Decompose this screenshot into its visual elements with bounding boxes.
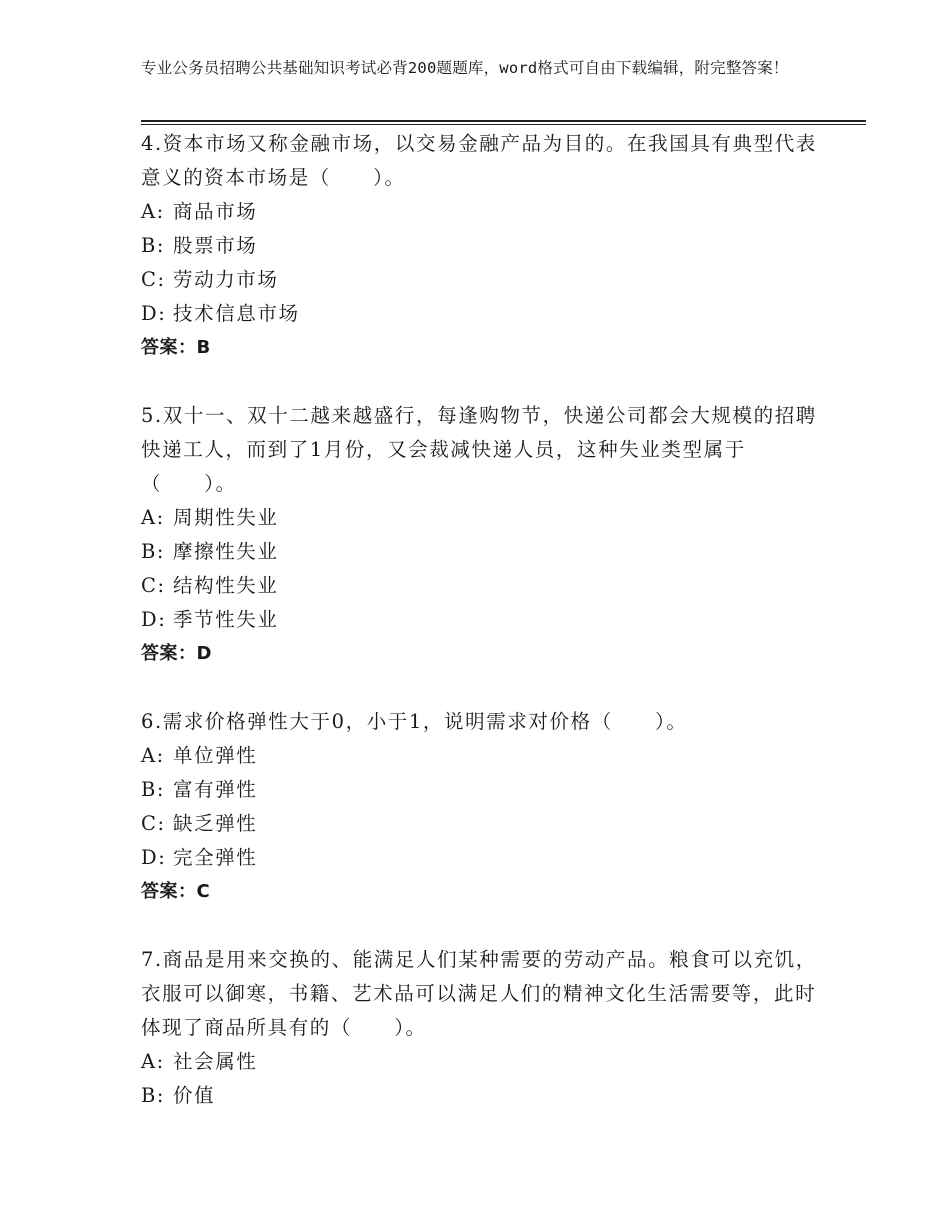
option-c (141, 569, 821, 603)
question-7 (141, 943, 821, 1113)
option-letter: B: (141, 778, 166, 801)
question-stem: 4.资本市场又称金融市场，以交易金融产品为目的。在我国具有典型代表意义的资本市场是（ ）。 (141, 132, 817, 189)
option-text: 摩擦性失业 (173, 540, 279, 563)
question-6 (141, 705, 821, 909)
option-d (141, 297, 821, 331)
option-b (141, 1079, 821, 1113)
option-letter: C: (141, 268, 166, 291)
option-text: 社会属性 (173, 1050, 258, 1073)
option-letter: B: (141, 540, 166, 563)
option-a (141, 1045, 821, 1079)
option-letter: A: (141, 506, 165, 529)
option-letter: B: (141, 1084, 166, 1107)
option-a (141, 195, 821, 229)
question-stem: 7.商品是用来交换的、能满足人们某种需要的劳动产品。粮食可以充饥，衣服可以御寒，书籍、艺术品可以满足人们的精神文化生活需要等，此时体现了商品所具有的（ ）。 (141, 948, 817, 1039)
question-5 (141, 399, 821, 671)
option-text: 价值 (173, 1084, 216, 1107)
option-c (141, 263, 821, 297)
option-text: 完全弹性 (173, 846, 258, 869)
option-letter: D: (141, 302, 167, 325)
option-b (141, 535, 821, 569)
option-d (141, 841, 821, 875)
option-letter: B: (141, 234, 166, 257)
option-text: 技术信息市场 (173, 302, 300, 325)
option-b (141, 229, 821, 263)
answer-key: 答案：D (141, 643, 212, 664)
option-b (141, 773, 821, 807)
header-divider (141, 120, 866, 125)
answer-key: 答案：B (141, 337, 211, 358)
answer-key: 答案：C (141, 881, 211, 902)
option-letter: A: (141, 200, 165, 223)
question-4 (141, 127, 821, 365)
option-letter: A: (141, 1050, 165, 1073)
option-letter: C: (141, 812, 166, 835)
option-text: 结构性失业 (173, 574, 279, 597)
page-header: 专业公务员招聘公共基础知识考试必背200题题库，word格式可自由下载编辑，附完整答案！ (141, 59, 789, 77)
option-text: 富有弹性 (173, 778, 258, 801)
option-text: 股票市场 (173, 234, 258, 257)
option-text: 劳动力市场 (173, 268, 279, 291)
option-c (141, 807, 821, 841)
option-d (141, 603, 821, 637)
option-letter: D: (141, 608, 167, 631)
option-text: 单位弹性 (173, 744, 258, 767)
option-letter: A: (141, 744, 165, 767)
option-a (141, 739, 821, 773)
option-a (141, 501, 821, 535)
question-stem: 5.双十一、双十二越来越盛行，每逢购物节，快递公司都会大规模的招聘快递工人，而到了1月份，又会裁减快递人员，这种失业类型属于（ ）。 (141, 404, 817, 495)
option-letter: D: (141, 846, 167, 869)
question-list (141, 127, 821, 1147)
option-text: 季节性失业 (173, 608, 279, 631)
option-letter: C: (141, 574, 166, 597)
question-stem: 6.需求价格弹性大于0，小于1，说明需求对价格（ ）。 (141, 710, 688, 733)
option-text: 商品市场 (173, 200, 258, 223)
option-text: 缺乏弹性 (173, 812, 258, 835)
option-text: 周期性失业 (173, 506, 279, 529)
